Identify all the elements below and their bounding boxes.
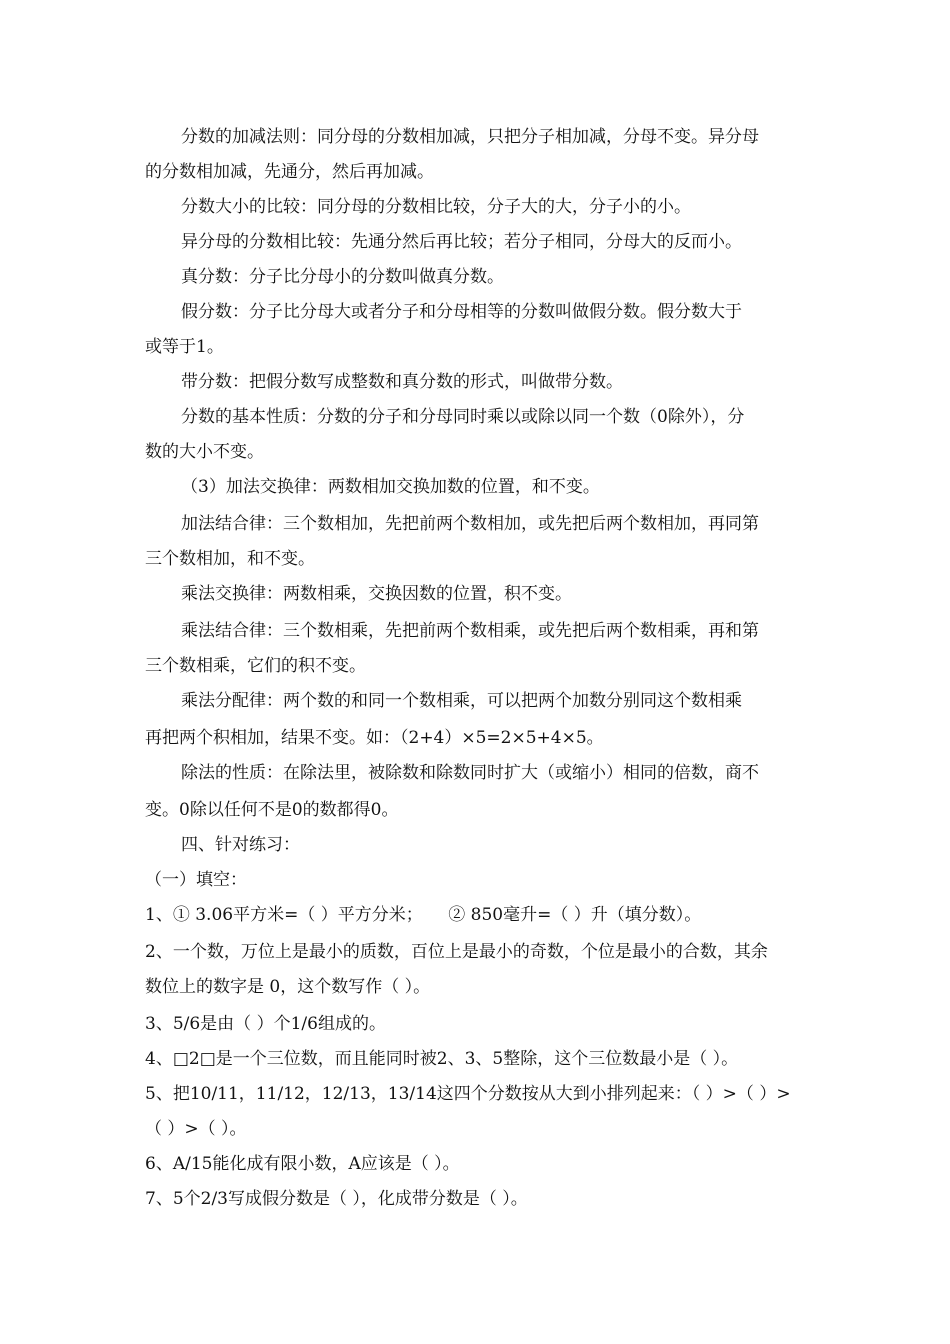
text-line: 变。0除以任何不是0的数都得0。 xyxy=(145,800,399,820)
text-line: 乘法交换律：两数相乘，交换因数的位置，积不变。 xyxy=(181,584,572,604)
text-line: 数的大小不变。 xyxy=(145,442,264,462)
text-line: 的分数相加减，先通分，然后再加减。 xyxy=(145,162,434,182)
question-line: 数位上的数字是 0，这个数写作（ ）。 xyxy=(145,977,431,997)
question-line: 6、A/15能化成有限小数，A应该是（ ）。 xyxy=(145,1154,460,1174)
text-line: 分数的基本性质：分数的分子和分母同时乘以或除以同一个数（0除外），分 xyxy=(181,407,745,427)
text-line: 三个数相加，和不变。 xyxy=(145,549,315,569)
question-line: （ ）>（ ）。 xyxy=(145,1119,247,1139)
question-line: 5、把10/11，11/12，12/13，13/14这四个分数按从大到小排列起来：（ ）>（ ）> xyxy=(145,1084,791,1104)
text-line: 分数大小的比较：同分母的分数相比较，分子大的大，分子小的小。 xyxy=(181,197,691,217)
text-line: 假分数：分子比分母大或者分子和分母相等的分数叫做假分数。假分数大于 xyxy=(181,302,742,322)
question-line: 7、5个2/3写成假分数是（ ），化成带分数是（ ）。 xyxy=(145,1189,528,1209)
text-line: 三个数相乘，它们的积不变。 xyxy=(145,656,366,676)
question-line: 3、5/6是由（ ）个1/6组成的。 xyxy=(145,1014,386,1034)
text-line: 异分母的分数相比较：先通分然后再比较；若分子相同，分母大的反而小。 xyxy=(181,232,742,252)
question-line: 4、□2□是一个三位数，而且能同时被2、3、5整除，这个三位数最小是（ ）。 xyxy=(145,1049,739,1069)
text-line: 加法结合律：三个数相加，先把前两个数相加，或先把后两个数相加，再同第 xyxy=(181,514,759,534)
text-line: （3）加法交换律：两数相加交换加数的位置，和不变。 xyxy=(181,477,600,497)
question-line: 2、一个数，万位上是最小的质数，百位上是最小的奇数，个位是最小的合数，其余 xyxy=(145,942,768,962)
text-line: 分数的加减法则：同分母的分数相加减，只把分子相加减，分母不变。异分母 xyxy=(181,127,759,147)
text-line: 再把两个积相加，结果不变。如：（2+4）×5=2×5+4×5。 xyxy=(145,728,604,748)
text-line: 乘法分配律：两个数的和同一个数相乘，可以把两个加数分别同这个数相乘 xyxy=(181,691,742,711)
text-line: 带分数：把假分数写成整数和真分数的形式，叫做带分数。 xyxy=(181,372,623,392)
subsection-heading: （一）填空： xyxy=(145,870,247,890)
text-line: 真分数：分子比分母小的分数叫做真分数。 xyxy=(181,267,504,287)
section-heading: 四、针对练习： xyxy=(181,835,300,855)
question-line: 1、① 3.06平方米=（ ）平方分米； ② 850毫升=（ ）升（填分数）。 xyxy=(145,905,702,925)
text-line: 除法的性质：在除法里，被除数和除数同时扩大（或缩小）相同的倍数，商不 xyxy=(181,763,759,783)
text-line: 或等于1。 xyxy=(145,337,224,357)
text-line: 乘法结合律：三个数相乘，先把前两个数相乘，或先把后两个数相乘，再和第 xyxy=(181,621,759,641)
